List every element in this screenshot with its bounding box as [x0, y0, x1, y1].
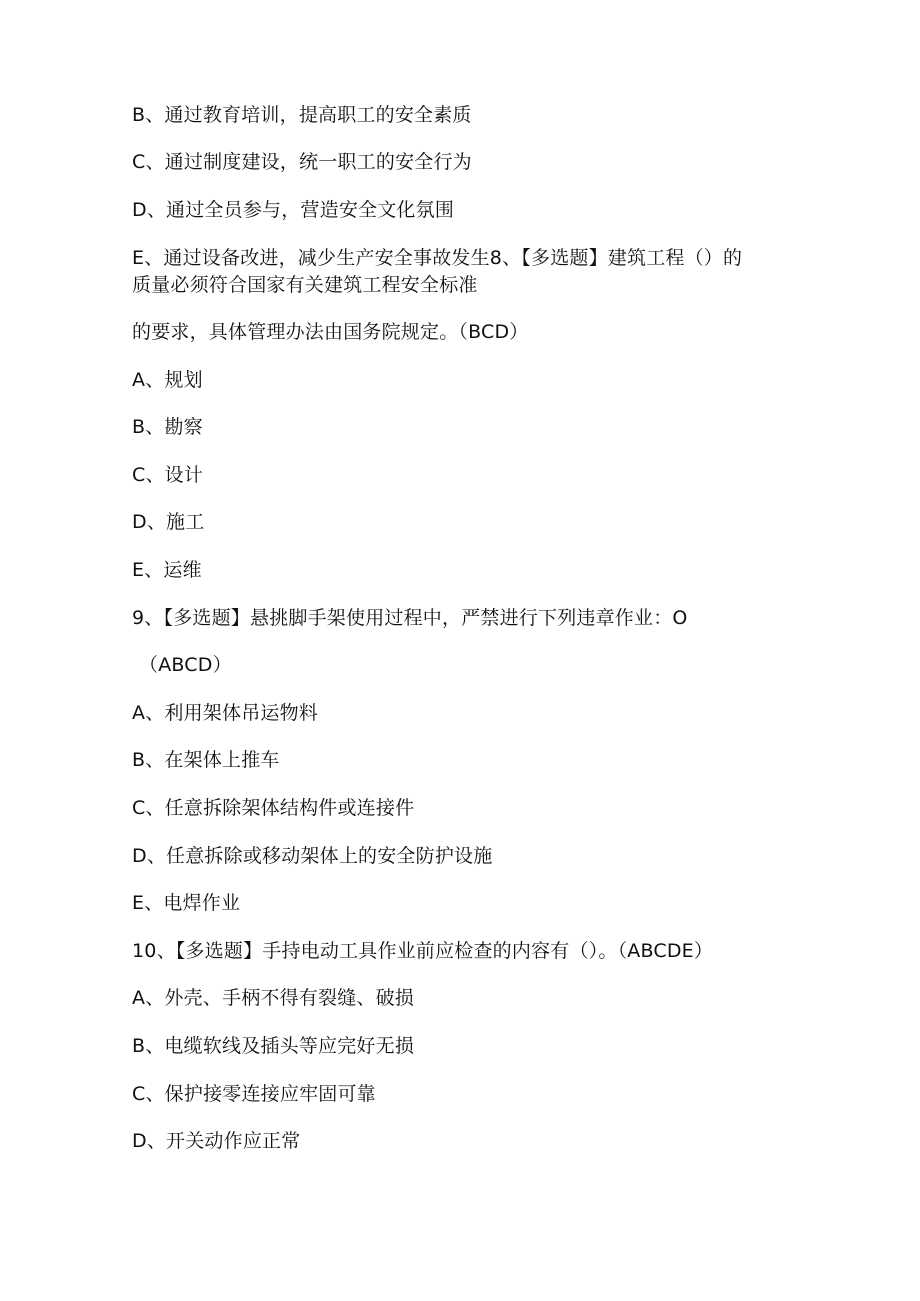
- option-line: D、通过全员参与，营造安全文化氛围: [132, 199, 455, 221]
- option-line: A、利用架体吊运物料: [132, 702, 318, 724]
- option-line: D、开关动作应正常: [132, 1130, 301, 1152]
- option-line: A、外壳、手柄不得有裂缝、破损: [132, 987, 414, 1009]
- option-line: E、电焊作业: [132, 892, 241, 914]
- option-line: C、设计: [132, 464, 204, 486]
- option-line: B、电缆软线及插头等应完好无损: [132, 1035, 415, 1057]
- option-line: D、施工: [132, 511, 205, 533]
- question-text-line: 的要求，具体管理办法由国务院规定。（BCD）: [132, 321, 529, 343]
- option-line: E、通过设备改进，减少生产安全事故发生8、【多选题】建筑工程（）的: [132, 247, 743, 269]
- option-line: B、在架体上推车: [132, 749, 280, 771]
- option-line: C、通过制度建设，统一职工的安全行为: [132, 151, 472, 173]
- option-line: D、任意拆除或移动架体上的安全防护设施: [132, 845, 493, 867]
- option-line: B、通过教育培训，提高职工的安全素质: [132, 104, 472, 126]
- answer-line: （ABCD）: [139, 654, 232, 676]
- option-line: C、任意拆除架体结构件或连接件: [132, 797, 415, 819]
- question-line: 9、【多选题】悬挑脚手架使用过程中，严禁进行下列违章作业：O: [132, 607, 688, 629]
- option-line: A、规划: [132, 369, 203, 391]
- question-line: 10、【多选题】手持电动工具作业前应检查的内容有（）。（ABCDE）: [132, 940, 714, 962]
- option-line: C、保护接零连接应牢固可靠: [132, 1083, 376, 1105]
- question-text-line: 质量必须符合国家有关建筑工程安全标准: [132, 274, 478, 296]
- option-line: E、运维: [132, 559, 202, 581]
- option-line: B、勘察: [132, 416, 203, 438]
